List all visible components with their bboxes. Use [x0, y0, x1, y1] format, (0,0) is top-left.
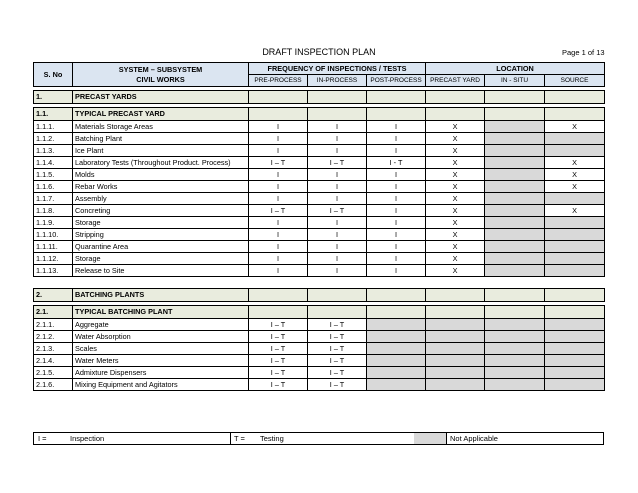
in-process-cell: I – T	[308, 343, 367, 355]
in-situ-cell	[485, 169, 545, 181]
section-empty-cell	[367, 306, 426, 319]
precast-yard-cell: X	[426, 193, 485, 205]
section-empty-cell	[426, 91, 485, 104]
pre-process-cell: I	[249, 265, 308, 277]
precast-yard-cell: X	[426, 265, 485, 277]
table-row	[34, 319, 605, 331]
pre-process-cell: I	[249, 121, 308, 133]
post-process-cell: I	[367, 133, 426, 145]
section-empty-cell	[485, 306, 545, 319]
section-empty-cell	[485, 289, 545, 302]
row-item: Water Meters	[73, 355, 249, 367]
precast-yard-cell: X	[426, 157, 485, 169]
section-empty-cell	[308, 306, 367, 319]
row-item: Batching Plant	[73, 133, 249, 145]
source-cell	[545, 145, 605, 157]
table-row	[34, 355, 605, 367]
section-empty-cell	[485, 91, 545, 104]
legend-t-key: T =	[234, 434, 245, 443]
pre-process-cell: I – T	[249, 319, 308, 331]
spacer-cell	[34, 277, 605, 289]
section-empty-cell	[249, 108, 308, 121]
precast-yard-cell: X	[426, 169, 485, 181]
source-cell: X	[545, 169, 605, 181]
post-process-cell: I	[367, 229, 426, 241]
in-situ-cell	[485, 343, 545, 355]
header-source: SOURCE	[545, 75, 605, 87]
source-cell	[545, 331, 605, 343]
in-situ-cell	[485, 379, 545, 391]
section-number: 1.	[34, 91, 73, 104]
section-number: 2.	[34, 289, 73, 302]
section-title: TYPICAL BATCHING PLANT	[73, 306, 249, 319]
table-row	[34, 241, 605, 253]
in-process-cell: I	[308, 121, 367, 133]
precast-yard-cell: X	[426, 253, 485, 265]
section-empty-cell	[367, 108, 426, 121]
table-row	[34, 265, 605, 277]
row-item: Materials Storage Areas	[73, 121, 249, 133]
pre-process-cell: I	[249, 193, 308, 205]
section-empty-cell	[308, 289, 367, 302]
post-process-cell: I	[367, 205, 426, 217]
row-number: 1.1.3.	[34, 145, 73, 157]
header-row	[34, 63, 605, 75]
pre-process-cell: I	[249, 181, 308, 193]
post-process-cell: I	[367, 241, 426, 253]
in-situ-cell	[485, 241, 545, 253]
in-process-cell: I – T	[308, 157, 367, 169]
row-item: Assembly	[73, 193, 249, 205]
in-situ-cell	[485, 355, 545, 367]
in-process-cell: I	[308, 193, 367, 205]
precast-yard-cell: X	[426, 205, 485, 217]
row-number: 1.1.9.	[34, 217, 73, 229]
in-process-cell: I – T	[308, 319, 367, 331]
pre-process-cell: I – T	[249, 157, 308, 169]
precast-yard-cell: X	[426, 133, 485, 145]
legend	[33, 432, 604, 445]
section-empty-cell	[545, 306, 605, 319]
in-situ-cell	[485, 217, 545, 229]
pre-process-cell: I – T	[249, 367, 308, 379]
in-process-cell: I	[308, 169, 367, 181]
in-situ-cell	[485, 205, 545, 217]
in-situ-cell	[485, 181, 545, 193]
legend-na-value: Not Applicable	[450, 434, 498, 443]
section-empty-cell	[249, 289, 308, 302]
table-row	[34, 379, 605, 391]
precast-yard-cell	[426, 343, 485, 355]
row-item: Scales	[73, 343, 249, 355]
precast-yard-cell	[426, 331, 485, 343]
pre-process-cell: I	[249, 133, 308, 145]
post-process-cell	[367, 343, 426, 355]
row-number: 1.1.2.	[34, 133, 73, 145]
page-title: DRAFT INSPECTION PLAN	[262, 47, 376, 57]
section-row	[34, 91, 605, 104]
section-empty-cell	[485, 108, 545, 121]
pre-process-cell: I	[249, 241, 308, 253]
source-cell: X	[545, 205, 605, 217]
header-system-label: SYSTEM – SUBSYSTEM	[118, 64, 203, 74]
section-number: 1.1.	[34, 108, 73, 121]
row-number: 1.1.10.	[34, 229, 73, 241]
in-process-cell: I – T	[308, 205, 367, 217]
header-civil-label: CIVIL WORKS	[136, 74, 185, 84]
source-cell	[545, 367, 605, 379]
section-title: TYPICAL PRECAST YARD	[73, 108, 249, 121]
row-item: Concreting	[73, 205, 249, 217]
row-number: 1.1.13.	[34, 265, 73, 277]
post-process-cell	[367, 355, 426, 367]
precast-yard-cell	[426, 379, 485, 391]
post-process-cell	[367, 319, 426, 331]
row-number: 2.1.4.	[34, 355, 73, 367]
subsection-row	[34, 306, 605, 319]
in-situ-cell	[485, 319, 545, 331]
in-situ-cell	[485, 145, 545, 157]
in-process-cell: I – T	[308, 355, 367, 367]
in-situ-cell	[485, 133, 545, 145]
row-item: Ice Plant	[73, 145, 249, 157]
post-process-cell: I	[367, 145, 426, 157]
row-item: Storage	[73, 253, 249, 265]
post-process-cell: I	[367, 265, 426, 277]
in-situ-cell	[485, 367, 545, 379]
precast-yard-cell: X	[426, 217, 485, 229]
table-row	[34, 133, 605, 145]
post-process-cell: I	[367, 121, 426, 133]
table-row	[34, 205, 605, 217]
subsection-row	[34, 108, 605, 121]
row-number: 2.1.3.	[34, 343, 73, 355]
header-pre-process: PRE-PROCESS	[249, 75, 308, 87]
section-empty-cell	[367, 91, 426, 104]
row-number: 1.1.11.	[34, 241, 73, 253]
row-item: Storage	[73, 217, 249, 229]
section-empty-cell	[426, 289, 485, 302]
source-cell	[545, 265, 605, 277]
section-title: BATCHING PLANTS	[73, 289, 249, 302]
pre-process-cell: I	[249, 169, 308, 181]
table-row	[34, 193, 605, 205]
row-item: Aggregate	[73, 319, 249, 331]
section-empty-cell	[249, 306, 308, 319]
pre-process-cell: I – T	[249, 343, 308, 355]
in-process-cell: I	[308, 241, 367, 253]
source-cell	[545, 241, 605, 253]
header-system	[73, 63, 249, 87]
row-number: 1.1.4.	[34, 157, 73, 169]
in-process-cell: I	[308, 145, 367, 157]
pre-process-cell: I – T	[249, 355, 308, 367]
section-empty-cell	[308, 108, 367, 121]
precast-yard-cell: X	[426, 145, 485, 157]
post-process-cell: I - T	[367, 157, 426, 169]
inspection-table	[33, 62, 605, 391]
in-process-cell: I	[308, 229, 367, 241]
row-item: Stripping	[73, 229, 249, 241]
source-cell	[545, 193, 605, 205]
header-location: LOCATION	[426, 63, 605, 75]
section-empty-cell	[426, 108, 485, 121]
source-cell	[545, 217, 605, 229]
row-item: Release to Site	[73, 265, 249, 277]
in-process-cell: I – T	[308, 367, 367, 379]
section-empty-cell	[367, 289, 426, 302]
in-process-cell: I	[308, 265, 367, 277]
pre-process-cell: I – T	[249, 379, 308, 391]
source-cell	[545, 133, 605, 145]
in-situ-cell	[485, 331, 545, 343]
table-row	[34, 367, 605, 379]
spacer-row	[34, 277, 605, 289]
in-situ-cell	[485, 193, 545, 205]
page-number: Page 1 of 13	[562, 48, 605, 57]
precast-yard-cell: X	[426, 241, 485, 253]
legend-t-value: Testing	[260, 434, 284, 443]
pre-process-cell: I	[249, 217, 308, 229]
row-number: 2.1.2.	[34, 331, 73, 343]
post-process-cell: I	[367, 193, 426, 205]
precast-yard-cell: X	[426, 181, 485, 193]
section-empty-cell	[308, 91, 367, 104]
section-empty-cell	[545, 108, 605, 121]
header-post-process: POST-PROCESS	[367, 75, 426, 87]
table-row	[34, 145, 605, 157]
row-item: Rebar Works	[73, 181, 249, 193]
section-empty-cell	[426, 306, 485, 319]
post-process-cell	[367, 379, 426, 391]
header-sno: S. No	[34, 63, 73, 87]
pre-process-cell: I – T	[249, 205, 308, 217]
precast-yard-cell	[426, 367, 485, 379]
header-in-process: IN-PROCESS	[308, 75, 367, 87]
row-item: Water Absorption	[73, 331, 249, 343]
section-title: PRECAST YARDS	[73, 91, 249, 104]
row-number: 2.1.6.	[34, 379, 73, 391]
table-row	[34, 169, 605, 181]
in-situ-cell	[485, 265, 545, 277]
row-item: Molds	[73, 169, 249, 181]
in-situ-cell	[485, 157, 545, 169]
row-item: Quarantine Area	[73, 241, 249, 253]
source-cell	[545, 355, 605, 367]
section-empty-cell	[545, 91, 605, 104]
row-number: 1.1.12.	[34, 253, 73, 265]
table-row	[34, 157, 605, 169]
row-number: 1.1.5.	[34, 169, 73, 181]
in-process-cell: I – T	[308, 379, 367, 391]
source-cell: X	[545, 181, 605, 193]
table-row	[34, 217, 605, 229]
in-process-cell: I – T	[308, 331, 367, 343]
row-item: Mixing Equipment and Agitators	[73, 379, 249, 391]
pre-process-cell: I	[249, 229, 308, 241]
source-cell: X	[545, 157, 605, 169]
row-number: 1.1.8.	[34, 205, 73, 217]
in-situ-cell	[485, 121, 545, 133]
pre-process-cell: I – T	[249, 331, 308, 343]
source-cell	[545, 379, 605, 391]
table-body	[34, 63, 605, 391]
post-process-cell: I	[367, 253, 426, 265]
in-process-cell: I	[308, 217, 367, 229]
row-item: Laboratory Tests (Throughout Product. Process)	[73, 157, 249, 169]
table-row	[34, 229, 605, 241]
row-number: 2.1.1.	[34, 319, 73, 331]
in-process-cell: I	[308, 253, 367, 265]
table-row	[34, 331, 605, 343]
section-number: 2.1.	[34, 306, 73, 319]
source-cell: X	[545, 121, 605, 133]
post-process-cell	[367, 367, 426, 379]
table-row	[34, 253, 605, 265]
pre-process-cell: I	[249, 145, 308, 157]
table-row	[34, 121, 605, 133]
in-situ-cell	[485, 229, 545, 241]
in-process-cell: I	[308, 181, 367, 193]
section-empty-cell	[545, 289, 605, 302]
row-number: 1.1.6.	[34, 181, 73, 193]
header-precast-yard: PRECAST YARD	[426, 75, 485, 87]
post-process-cell: I	[367, 217, 426, 229]
legend-na-swatch	[414, 433, 446, 444]
source-cell	[545, 229, 605, 241]
source-cell	[545, 319, 605, 331]
header-frequency: FREQUENCY OF INSPECTIONS / TESTS	[249, 63, 426, 75]
row-number: 1.1.7.	[34, 193, 73, 205]
legend-i-value: Inspection	[70, 434, 105, 443]
post-process-cell: I	[367, 181, 426, 193]
precast-yard-cell	[426, 355, 485, 367]
in-process-cell: I	[308, 133, 367, 145]
pre-process-cell: I	[249, 253, 308, 265]
table-row	[34, 343, 605, 355]
section-row	[34, 289, 605, 302]
post-process-cell	[367, 331, 426, 343]
precast-yard-cell	[426, 319, 485, 331]
legend-i-key: I =	[38, 434, 47, 443]
precast-yard-cell: X	[426, 229, 485, 241]
source-cell	[545, 253, 605, 265]
row-number: 2.1.5.	[34, 367, 73, 379]
post-process-cell: I	[367, 169, 426, 181]
in-situ-cell	[485, 253, 545, 265]
row-number: 1.1.1.	[34, 121, 73, 133]
source-cell	[545, 343, 605, 355]
precast-yard-cell: X	[426, 121, 485, 133]
row-item: Admixture Dispensers	[73, 367, 249, 379]
table-row	[34, 181, 605, 193]
header-in-situ: IN - SITU	[485, 75, 545, 87]
section-empty-cell	[249, 91, 308, 104]
